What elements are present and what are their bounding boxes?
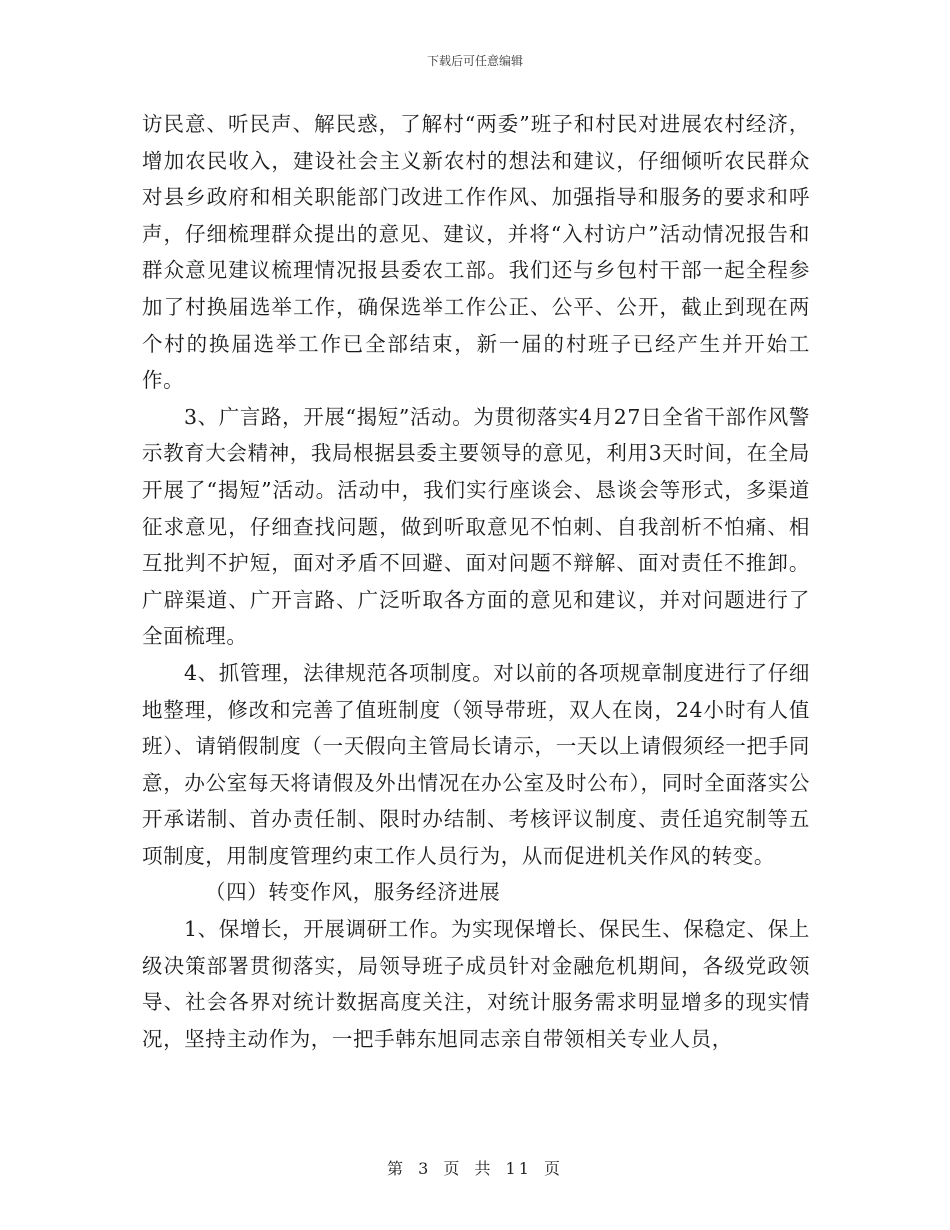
paragraph-item-4: 4、抓管理，法律规范各项制度。对以前的各项规章制度进行了仔细地整理，修改和完善了值班制度（领导带班，双人在岗，24小时有人值班）、请销假制度（一天假向主管局长请示，一天以上请假须经一把手同意，办公室每天将请假及外出情况在办公室及时公布），同时全面落实公开承诺制、首办责任制、限时办结制、考核评议制度、责任追究制等五项制度，用制度管理约束工作人员行为，从而促进机关作风的转变。 <box>142 660 810 868</box>
paragraph-section-4-item-1: 1、保增长，开展调研工作。为实现保增长、保民生、保稳定、保上级决策部署贯彻落实，局领导班子成员针对金融危机期间，各级党政领导、社会各界对统计数据高度关注，对统计服务需求明显增多的现实情况，坚持主动作为，一把手韩东旭同志亲自带领相关专业人员， <box>142 917 810 1051</box>
paragraph-item-3: 3、广言路，开展“揭短”活动。为贯彻落实4月27日全省干部作风警示教育大会精神，我局根据县委主要领导的意见，利用3天时间，在全局开展了“揭短”活动。活动中，我们实行座谈会、恳谈会等形式，多渠道征求意见，仔细查找问题，做到听取意见不怕刺、自我剖析不怕痛、相互批判不护短，面对矛盾不回避、面对问题不辩解、面对责任不推卸。广辟渠道、广开言路、广泛听取各方面的意见和建议，并对问题进行了全面梳理。 <box>142 404 810 649</box>
document-body <box>142 106 810 1057</box>
page-header: 下载后可任意编辑 <box>426 54 523 68</box>
page-footer: 第 3 页 共 11 页 <box>387 1159 563 1178</box>
paragraph-continuation: 访民意、听民声、解民惑，了解村“两委”班子和村民对进展农村经济，增加农民收入，建设社会主义新农村的想法和建议，仔细倾听农民群众对县乡政府和相关职能部门改进工作作风、加强指导和服务的要求和呼声，仔细梳理群众提出的意见、建议，并将“入村访户”活动情况报告和群众意见建议梳理情况报县委农工部。我们还与乡包村干部一起全程参加了村换届选举工作，确保选举工作公正、公平、公开，截止到现在两个村的换届选举工作已全部结束，新一届的村班子已经产生并开始工作。 <box>142 112 810 393</box>
section-heading-4: （四）转变作风，服务经济进展 <box>205 880 501 905</box>
